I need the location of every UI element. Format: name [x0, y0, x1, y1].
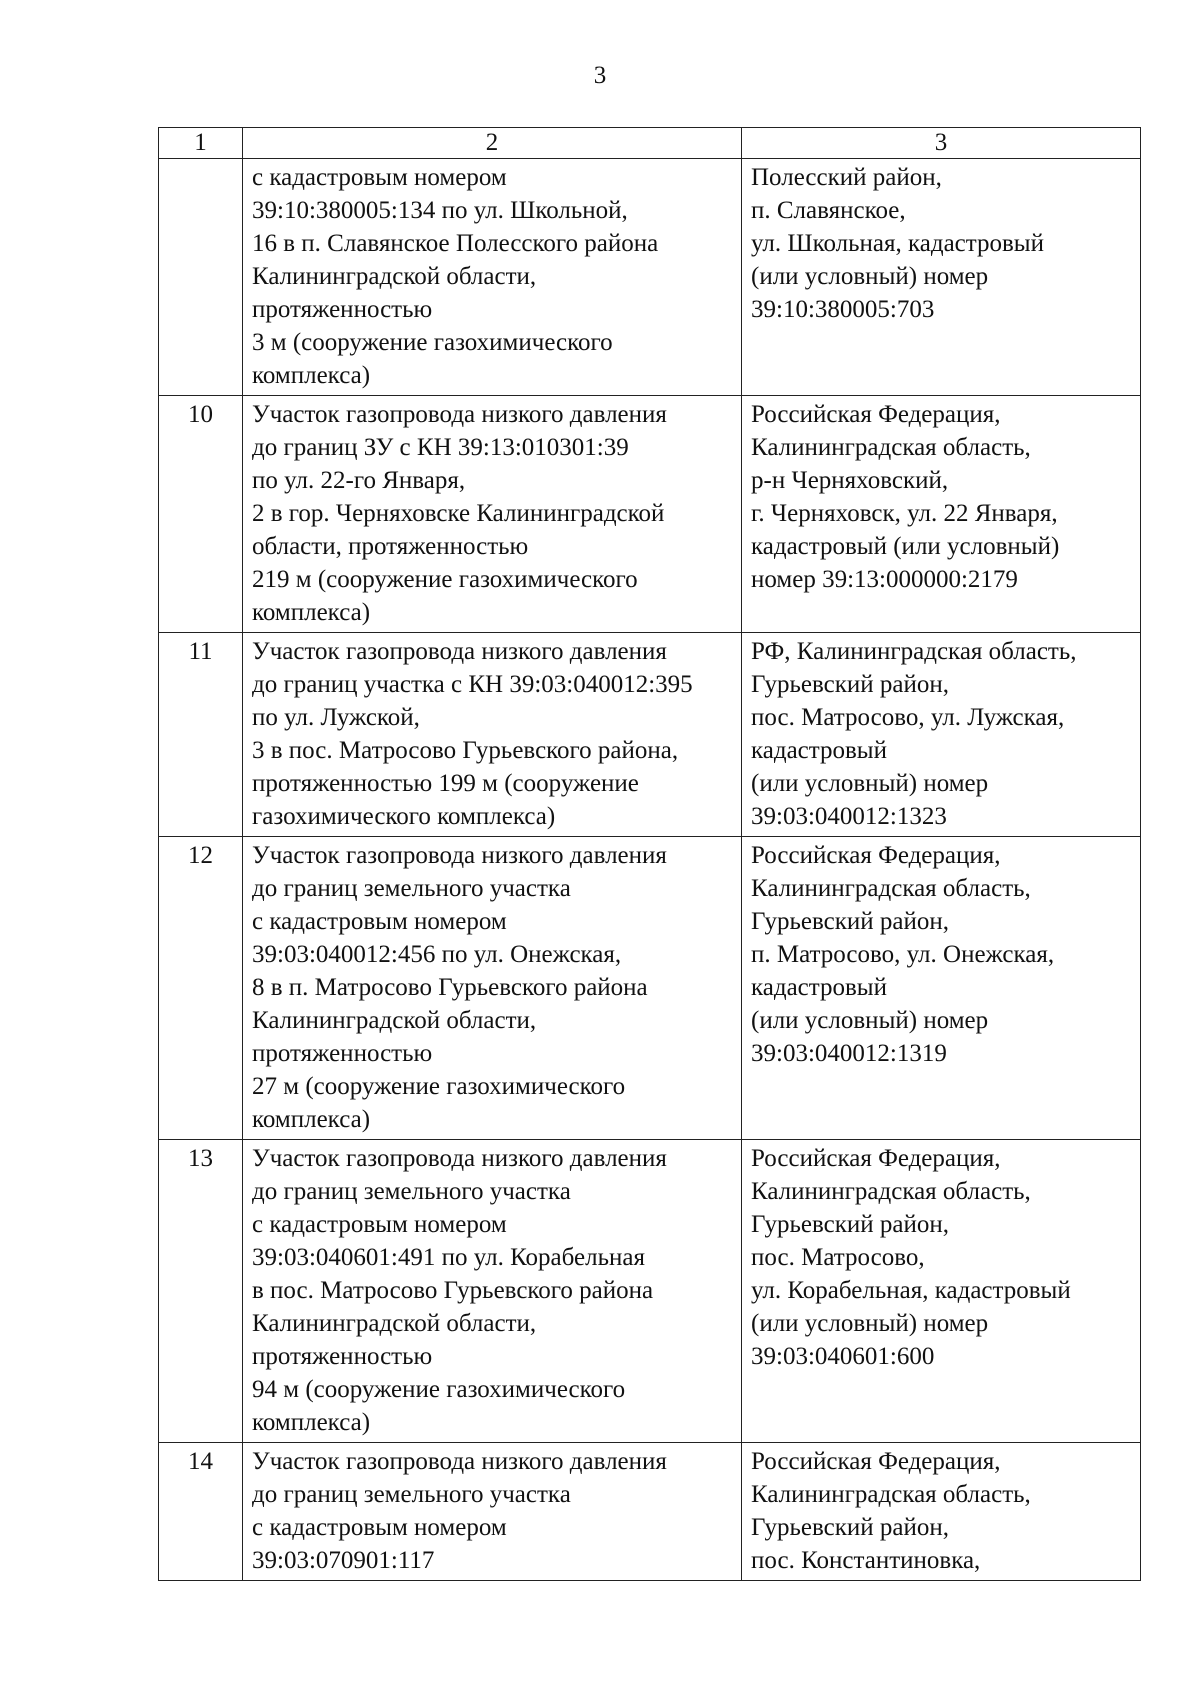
address-cell	[742, 396, 1141, 633]
row-number	[159, 159, 243, 396]
address-line: 39:03:040012:1323	[751, 803, 947, 830]
address-line: 39:10:380005:703	[751, 296, 935, 323]
address-line: п. Славянское,	[751, 197, 906, 224]
address-line: Гурьевский район,	[751, 1514, 950, 1541]
object-line: с кадастровым номером	[252, 908, 507, 935]
object-line: до границ участка с КН 39:03:040012:395	[252, 671, 693, 698]
header-cell: 2	[243, 128, 742, 159]
object-description-cell	[243, 837, 742, 1140]
address-line: 39:03:040601:600	[751, 1343, 935, 1370]
address-line: кадастровый	[751, 974, 887, 1001]
object-line: Калининградской области,	[252, 263, 537, 290]
object-line: 8 в п. Матросово Гурьевского района	[252, 974, 648, 1001]
object-line: 2 в гор. Черняховске Калининградской	[252, 500, 665, 527]
address-line: Полесский район,	[751, 164, 942, 191]
table-row	[159, 633, 1141, 837]
address-cell	[742, 1140, 1141, 1443]
address-line: п. Матросово, ул. Онежская,	[751, 941, 1055, 968]
address-line: (или условный) номер	[751, 1007, 989, 1034]
object-line: 39:10:380005:134 по ул. Школьной,	[252, 197, 628, 224]
page-number: 3	[593, 62, 607, 89]
object-line: с кадастровым номером	[252, 1211, 507, 1238]
property-table	[158, 127, 1141, 1581]
table-row	[159, 396, 1141, 633]
object-line: 3 в пос. Матросово Гурьевского района,	[252, 737, 679, 764]
object-line: до границ земельного участка	[252, 1178, 571, 1205]
row-number: 13	[159, 1140, 243, 1443]
object-line: комплекса)	[252, 599, 371, 626]
object-line: до границ ЗУ с КН 39:13:010301:39	[252, 434, 629, 461]
address-line: ул. Школьная, кадастровый	[751, 230, 1044, 257]
object-description-cell	[243, 633, 742, 837]
address-line: г. Черняховск, ул. 22 Января,	[751, 500, 1058, 527]
address-line: пос. Матросово, ул. Лужская,	[751, 704, 1065, 731]
object-line: 27 м (сооружение газохимического	[252, 1073, 626, 1100]
address-line: ул. Корабельная, кадастровый	[751, 1277, 1071, 1304]
address-line: Гурьевский район,	[751, 1211, 950, 1238]
address-line: пос. Константиновка,	[751, 1547, 981, 1574]
table-row	[159, 1443, 1141, 1581]
object-line: Участок газопровода низкого давления	[252, 1145, 667, 1172]
address-cell	[742, 159, 1141, 396]
table-header-row	[159, 128, 1141, 159]
address-line: Российская Федерация,	[751, 1145, 1001, 1172]
address-line: пос. Матросово,	[751, 1244, 925, 1271]
object-line: 219 м (сооружение газохимического	[252, 566, 638, 593]
row-number: 10	[159, 396, 243, 633]
object-line: газохимического комплекса)	[252, 803, 556, 830]
address-line: Российская Федерация,	[751, 842, 1001, 869]
object-line: с кадастровым номером	[252, 164, 507, 191]
address-line: Российская Федерация,	[751, 1448, 1001, 1475]
address-line: (или условный) номер	[751, 1310, 989, 1337]
address-line: р-н Черняховский,	[751, 467, 949, 494]
object-line: в пос. Матросово Гурьевского района	[252, 1277, 654, 1304]
address-line: номер 39:13:000000:2179	[751, 566, 1018, 593]
object-line: протяженностью	[252, 1343, 433, 1370]
address-cell	[742, 1443, 1141, 1581]
row-number: 12	[159, 837, 243, 1140]
object-line: Калининградской области,	[252, 1007, 537, 1034]
object-line: до границ земельного участка	[252, 1481, 571, 1508]
address-cell	[742, 837, 1141, 1140]
object-line: 39:03:070901:117	[252, 1547, 435, 1574]
object-line: Участок газопровода низкого давления	[252, 638, 667, 665]
address-line: Калининградская область,	[751, 1481, 1031, 1508]
object-line: комплекса)	[252, 1409, 371, 1436]
address-line: РФ, Калининградская область,	[751, 638, 1077, 665]
object-description-cell	[243, 396, 742, 633]
row-number: 11	[159, 633, 243, 837]
address-line: Гурьевский район,	[751, 671, 950, 698]
object-line: комплекса)	[252, 1106, 371, 1133]
address-line: 39:03:040012:1319	[751, 1040, 947, 1067]
address-line: (или условный) номер	[751, 263, 989, 290]
address-line: кадастровый (или условный)	[751, 533, 1060, 560]
table-row	[159, 837, 1141, 1140]
header-cell: 1	[159, 128, 243, 159]
object-line: по ул. Лужской,	[252, 704, 420, 731]
address-line: Гурьевский район,	[751, 908, 950, 935]
object-line: протяженностью	[252, 1040, 433, 1067]
object-line: 39:03:040601:491 по ул. Корабельная	[252, 1244, 645, 1271]
address-cell	[742, 633, 1141, 837]
object-description-cell	[243, 159, 742, 396]
address-line: Калининградская область,	[751, 434, 1031, 461]
address-line: Калининградская область,	[751, 1178, 1031, 1205]
object-line: Калининградской области,	[252, 1310, 537, 1337]
table-row	[159, 159, 1141, 396]
object-line: 16 в п. Славянское Полесского района	[252, 230, 659, 257]
address-line: Российская Федерация,	[751, 401, 1001, 428]
row-number: 14	[159, 1443, 243, 1581]
object-line: 94 м (сооружение газохимического	[252, 1376, 626, 1403]
object-line: Участок газопровода низкого давления	[252, 401, 667, 428]
table-row	[159, 1140, 1141, 1443]
object-description-cell	[243, 1140, 742, 1443]
address-line: кадастровый	[751, 737, 887, 764]
object-line: 3 м (сооружение газохимического	[252, 329, 613, 356]
object-line: Участок газопровода низкого давления	[252, 842, 667, 869]
object-line: до границ земельного участка	[252, 875, 571, 902]
header-cell: 3	[742, 128, 1141, 159]
object-description-cell	[243, 1443, 742, 1581]
object-line: Участок газопровода низкого давления	[252, 1448, 667, 1475]
object-line: комплекса)	[252, 362, 371, 389]
address-line: Калининградская область,	[751, 875, 1031, 902]
address-line: (или условный) номер	[751, 770, 989, 797]
object-line: области, протяженностью	[252, 533, 529, 560]
object-line: с кадастровым номером	[252, 1514, 507, 1541]
object-line: протяженностью 199 м (сооружение	[252, 770, 639, 797]
object-line: протяженностью	[252, 296, 433, 323]
object-line: 39:03:040012:456 по ул. Онежская,	[252, 941, 622, 968]
object-line: по ул. 22-го Января,	[252, 467, 466, 494]
